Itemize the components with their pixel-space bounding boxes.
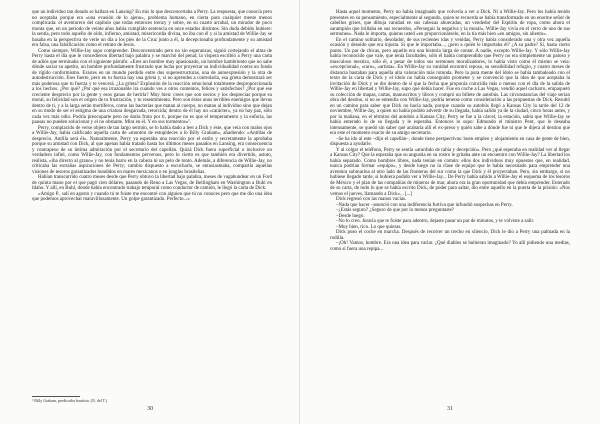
paragraph: Habían transcurrido cuatro meses desde que Perry obtuvo la libertad bajo palabra, meses de vagabundear en un Ford de quinta mano por el que pagó cien dólares, pasando de Reno a Las Vegas, de Bellingham en Washington a Buhl en Idaho. Y allí, en Buhl, donde había encontrado trabajo temporal como conductor de camión, le llegó la carta de Dick: — [32, 175, 272, 191]
dialog-line: –Muy bien, rico. Lo que quieras. — [336, 224, 402, 230]
page-number-left: 30 — [147, 406, 153, 412]
paragraph: Y al colgar el teléfono, Perry se sentía «aturdido de rabia y decepción». Pero ¿qué esperaba en realidad ver al llegar a Kansas City? Que la esperaba que su angustia en su rostro le gritaba ante un encuentro con Willie-Jay? La libertad los había separado. Como hombres libres, nada tenían en común: ellos dos individuos muy opuestos que, en realidad, nunca podrían formar «equipo», y desde luego no la clase de equipo que le había necesitado para emprender una aventura submarina al otro lado de las fronteras del sur como la que Dick y él proyectaban. Pero, sin embargo, si no hubiese llegado tarde, si hubiera podido ver a Willie-Jay... De Perry había sabido a Willie-Jay el esquema de los tesoros de México y el plan de las compañías de mineros de mar, ahora era la gran oportunidad que debía emprender. Enterado de su carta, de todo lo que se había escrito Dick, de poder para saltar, dio entre aquello en la puerta de la prisión: «Nos vemos el jueves, llamando a Dick»... [...] — [330, 147, 570, 197]
paragraph: Dick puso el coche en marcha. Después de recorrer un trecho en silencio, Dick le dio a Perry una palmada en la rodilla. — [330, 230, 570, 241]
footnote-divider — [32, 396, 80, 397]
paragraph: Perry, complacido de verse objeto de tan largo sermón, se lo había dado a leer a Dick y éste, que veía con malos ojos a Willie-Jay, había calificado aquella carta de «montón de estupideces a lo Billy Graham», añadiendo: «Antillas de desprecio. Antilla será él». Naturalmente, Perry ya esperaba una reacción por el estilo y secretamente la aprobaba porque su amistad con Dick, al que apenas había tratado hasta los últimos meses pasados en Lansing, era consecuencia y contrapeso de su íntima admiración por el secretario del capellán. Quizá Dick fuera superficial o inclusive un verdadero infiel, como Willie-Jay, con fundamentos perversos, pero lo cierto es que también era divertido, astuto, realista, «iba directo al grano» y no tenía barro en la cabeza ni un pelo de tonto. Además, a diferencia de Willie-Jay, no criticaba las extrañas aspiraciones de Perry; cambio dispuesto a escucharlo, se entusiasmaba, compartía aquellas visiones de tesoros garantizados hundidos en mares mexicanos o en junglas brasileñas. — [32, 125, 272, 175]
right-page-text — [330, 10, 570, 252]
dialog-line: –Desde luego. — [336, 213, 365, 219]
paragraph: Como siempre, Willie-Jay supo comprender. Desconcentrado pero no sin esperanzas, siguió cortejando el alma de Perry hasta el día que le concedieron libertad bajo palabra y se marchó del penal; la víspera escribió a Perry una carta de adiós que terminaba con el siguiente párrafo: «Eres un hombre muy apasionado, un hombre hambriento que no sabe dónde saciar su apetito, un hombre profundamente frustrado que lucha por proyectar su individualidad contra un fondo de rígido conformismo. Existes en un mundo perdido entre dos superestructuras, una de autoexpresión y la otra de autodestrucción. Eres fuerte, pero en tu fuerza hay una grieta y, si no aprendes a controlarla, esa grieta demostrará ser más poderosa que tu fuerza y te vencerá. ¿La grieta? Explosión de la reacción emocional totalmente desproporcionada a los hechos. ¿Por qué? ¿Por qué esa irrazonable ira cuando ves a otros contentos, felices y satisfechos? ¿Por qué ese creciente desprecio por la gente y esos ganas de herirla? Muy bien: crees que son necios y los desprecias porque su moral, su felicidad son el origen de tu frustración, y tu resentimiento. Pero son éstos unos terribles enemigos que llevas dentro de ti, y a la larga serán mortíferos, como las bacterias que matan al cuerpo, no matan al individuo sino que dejan en su modo de ser el estigma de una criatura desgarrada, retorcida; dentro de él hay un «carácter», ya no hay paz, sólo cada vez más odio. Podría preocuparte pero no darás fruto por ti, porque no es que el temperamento y la euforia, las pausas no pueden solucionar y el no obstante. Mira en él. Y en sus tormentos»¹. — [32, 48, 272, 125]
dialog-line: –No lo creo. Juraría que te fuiste para adentro, dejaste pasar un par de minutos, y te volviste a salir. — [336, 219, 535, 224]
paragraph: En el camino solitario, desolador, de sus recientes idas y venidas, Perry había considerado una y otra vez aquella ocasión y desoído que era injusta. Si que le importaba..., ¿pero a quién le importaba él? ¿A su padre? Sí, hasta cierto punto. Un par de chicas, pero aquello era una historia larga de contar. A nadie, excepto Willie-Jay. Y sólo Willie-Jay había reconocido que vale, que tenía facultades, sólo él había comprendido que Perry no era simplemente un patoso y musculoso mestizo, sólo él, a pesar de todos sus sermones moralizadores, lo había visto como él mismo se veía: «excepcional», «raro», «artista». En Willie-Jay su vanidad encontró reposo, su sensibilidad refugio, y cuatro meses de distancia bastaban para aquella alta valoración más rotunda. Pero la pura mente del ídolo se había tambaleado con el texto de la carta de Dick y el ídolo no había conseguido prometer y se convenció que la idea de que aceptaba la invitación de Dick y se dio dentro de sí que la fecha que proponía coincidía más o menos con el día de la salida de Willie-Jay en libertad y Willie-Jay, supo qué debía hacer. Fue en coche a Las Vegas, vendió aquel cacharro, empaquetó su colección de mapas, cartas, manuscritos y libros y compró un billete de autobús. Las circunstancias del viaje serían obra del destino, si no se entendía con Willie-Jay, podría tenerse como consideración a las propuestas de Dick. Resultó en un camino para saber que Dick no hacía nada, porque cuando su autobús llegó a Kansas City la tarde del 12 de noviembre, Willie-Jay, a quien no había podido advertir de su llegada, había salido ya de la ciudad, cinco horas antes, y por la mañana, en el término del autobús a Kansas City, Perry se fue a la cárcel, la estación, sabía que Willie-Jay se había enterado lo de su llegada y le esperaba. Entonces lo supo: Edmundo el ministro Pent, que lo deseaba intensamente, se quedó sin saber qué acabaría allí el ex-preso y quién sabe a dónde fue ni que le dijera al destino que era este el momento exacto de su amigo secretario. — [330, 37, 570, 136]
paragraph: Hasta aquel momento, Perry no había imaginado que volvería a ver a Dick. Ni a Willie-Jay. Pero los había tenido presentes en su pensamiento, especialmente al segundo, quien se recuerda se había transformado en un enorme señor de cabellos grises, que dibuja vanidad en sus cabezas ahuecadas, un vendedor del Espíritu de ropa, como ahora el sarampión que brillaba en sus recuerdos, «Perseguir la negativa y la moral». Willie-Jay vivía en el cerro de uno de sus sermones». Nada le importa, quieras usted «en proporcionárselo, en la tía más bien «en amigos, sin aliento». — [330, 10, 570, 37]
dialog-line: –Nada que hacer –anunció con una indiferencia furtiva que infundió sospechas en Perry. — [336, 202, 513, 208]
paragraph: «Amigo P., salí en agosto y cuando tú te fuiste me encontré con alguien que tú no conoces pero que me dio una idea que podemos aprovechar maravillosamente. Un golpe garantizado. Perfecto...» — [32, 191, 272, 202]
dialog-line: –Se ha ido al este –dijo el capellán–, donde tiene perspectivas: buen empleo y alojamiento en casa de gente de bien, dispuesta a ayudarle. — [330, 136, 570, 147]
dialog-line: –¿Estás seguro? ¿Seguro de que por lo menos preguntaste? — [336, 208, 455, 213]
paragraph: Dick regresó con las manos vacías. — [336, 197, 407, 202]
paragraph: que un individuo tan dotado se hallara en Lansing? En mis lo que desconcertaba a Perry. La respuesta, que conocía pero no aceptaba porque era «una evasión de lo ajeno», problema humano, en cierta para cualquier mente menos complicada: el aventurero del capítulo que todas entonces trenzy y sobre, en su cuarto arrabal, un mirador de poco monta que, en un periodo de veinte años había cumplido sentencia en once estados distintos. Sin duda debido hubiere: la sentía, pero todo aquello de oído, infierno, amistad, misericordia divina, no iba con él y si la amistad de Willie-Jay se basaba en la perspectiva de verle un día a los pies de la Cruz junto a él, la decepcionaba profundamente y su amistad era falsa, una falsificación como el retrato de Jesús. — [32, 10, 272, 48]
dialog-line: –¡Oh! Vamos, hombre. Era una idea para variar. ¿Qué diablos se hubieran imaginado? Yo allí pidiendo una medias, como si fuera una repipa... — [330, 241, 570, 252]
right-page — [300, 0, 600, 424]
page-number-right: 31 — [447, 406, 453, 412]
footnote: ¹ Billy Graham, predicador bautista. (N. del T.) — [32, 398, 108, 403]
left-page-text — [32, 10, 272, 203]
